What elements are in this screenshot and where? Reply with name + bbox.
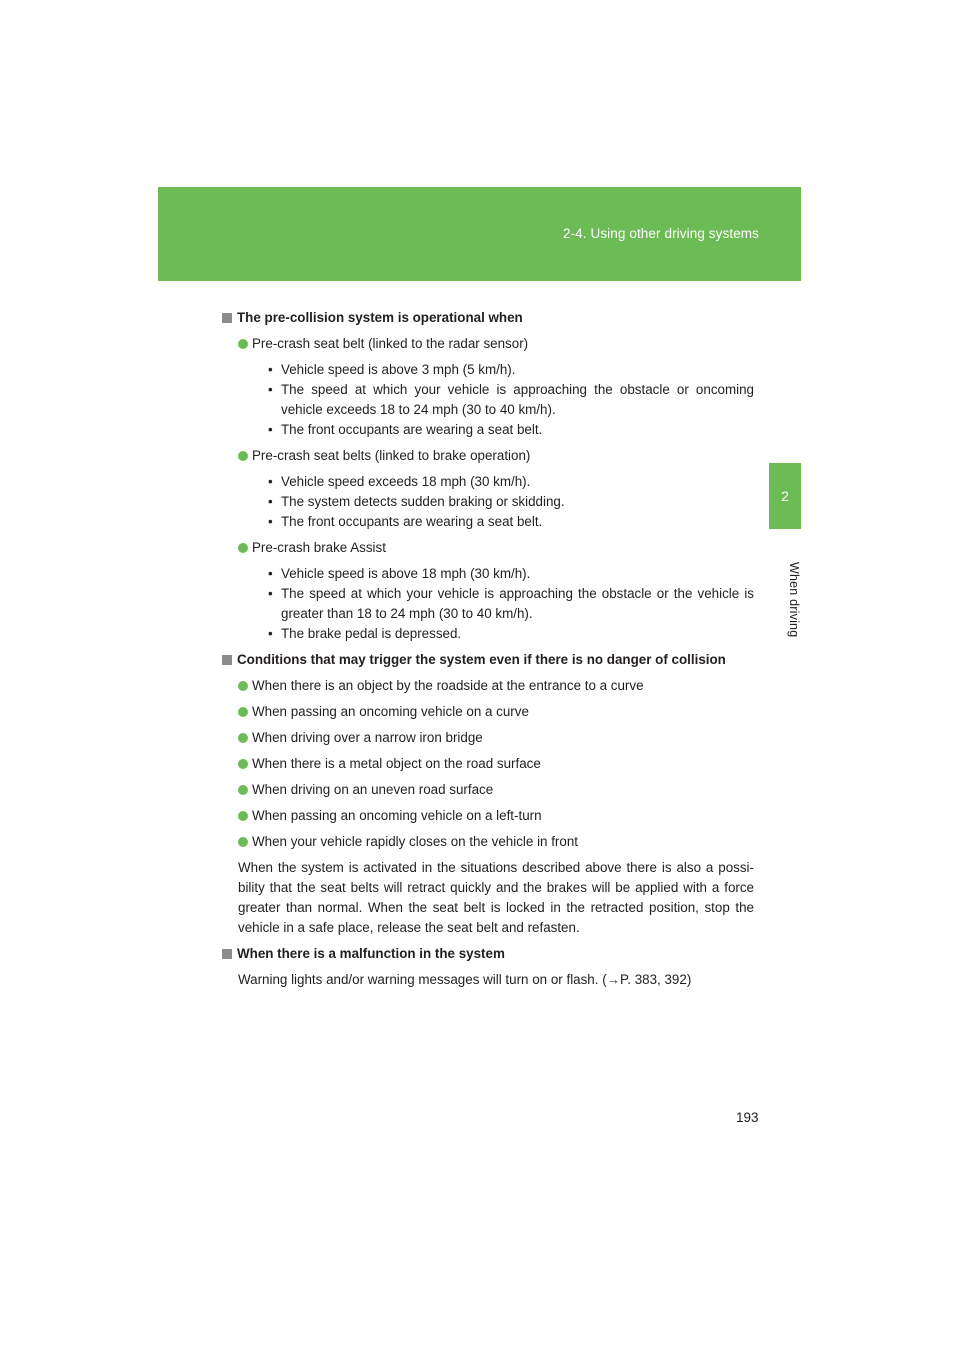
bullet-seatbelt-radar: Pre-crash seat belt (linked to the radar sensor) • Vehicle speed is above 3 mph (5 km/h). • The speed at which your vehicle is approaching the obstacle or oncoming vehicle exceeds 18 to 24 mph (30 to 40 km/h). • The front occupants are wearing a seat belt. <box>238 334 754 440</box>
middle-dot-icon: • <box>268 586 273 601</box>
header-band <box>158 187 801 281</box>
middle-dot-icon: • <box>268 422 273 437</box>
round-bullet-icon <box>238 543 248 553</box>
bullet-brake-assist: Pre-crash brake Assist • Vehicle speed is above 18 mph (30 km/h). • The speed at which your vehicle is approaching the obstacle or the vehicle is greater than 18 to 24 mph (30 to 40 km/h). • The brake pedal is depressed. <box>238 538 754 644</box>
sublist <box>238 360 754 440</box>
condition-item: When driving on an uneven road surface <box>238 780 754 800</box>
square-bullet-icon <box>222 655 232 665</box>
chapter-number: 2 <box>781 488 789 504</box>
list-item: • The speed at which your vehicle is approaching the obstacle or oncoming vehicle exceeds 18 to 24 mph (30 to 40 km/h). <box>268 382 754 417</box>
round-bullet-icon <box>238 733 248 743</box>
list-item: • Vehicle speed is above 3 mph (5 km/h). <box>266 360 754 380</box>
round-bullet-icon <box>238 785 248 795</box>
condition-item: When there is a metal object on the road surface <box>238 754 754 774</box>
heading-conditions: Conditions that may trigger the system even if there is no danger of collision <box>222 650 754 670</box>
list-item: • The front occupants are wearing a seat belt. <box>266 512 754 532</box>
middle-dot-icon: • <box>268 514 273 529</box>
round-bullet-icon <box>238 451 248 461</box>
middle-dot-icon: • <box>268 474 273 489</box>
round-bullet-icon <box>238 339 248 349</box>
main-content <box>222 308 754 996</box>
list-item: • The system detects sudden braking or skidding. <box>266 492 754 512</box>
round-bullet-icon <box>238 811 248 821</box>
bullet-seatbelt-brake: Pre-crash seat belts (linked to brake operation) • Vehicle speed exceeds 18 mph (30 km/h). • The system detects sudden braking or skidding. • The front occupants are wearing a seat belt. <box>238 446 754 532</box>
chapter-tab <box>769 463 801 529</box>
heading-malfunction: When there is a malfunction in the system <box>222 944 754 964</box>
condition-item: When your vehicle rapidly closes on the vehicle in front <box>238 832 754 852</box>
square-bullet-icon <box>222 949 232 959</box>
condition-item: When driving over a narrow iron bridge <box>238 728 754 748</box>
round-bullet-icon <box>238 837 248 847</box>
section-title: 2-4. Using other driving systems <box>562 226 759 241</box>
round-bullet-icon <box>238 681 248 691</box>
conditions-paragraph: When the system is activated in the situations described above there is also a possi-bility that the seat belts will retract quickly and the brakes will be applied with a force greater than normal. When the seat belt is locked in the retracted position, stop the vehicle in a safe place, release the seat belt and refasten. <box>238 860 754 935</box>
condition-item: When there is an object by the roadside at the entrance to a curve <box>238 676 754 696</box>
list-item: • Vehicle speed is above 18 mph (30 km/h). <box>266 564 754 584</box>
round-bullet-icon <box>238 707 248 717</box>
square-bullet-icon <box>222 313 232 323</box>
middle-dot-icon: • <box>268 626 273 641</box>
sublist <box>238 472 754 532</box>
list-item: • The speed at which your vehicle is approaching the obstacle or the vehicle is greater than 18 to 24 mph (30 to 40 km/h). <box>268 586 754 621</box>
round-bullet-icon <box>238 759 248 769</box>
middle-dot-icon: • <box>268 382 273 397</box>
chapter-label-text: When driving <box>787 562 801 638</box>
condition-item: When passing an oncoming vehicle on a curve <box>238 702 754 722</box>
list-item: • Vehicle speed exceeds 18 mph (30 km/h). <box>266 472 754 492</box>
sublist <box>238 564 754 644</box>
condition-item: When passing an oncoming vehicle on a left-turn <box>238 806 754 826</box>
middle-dot-icon: • <box>268 566 273 581</box>
heading-operational: The pre-collision system is operational when <box>222 308 754 328</box>
chapter-label <box>769 540 801 660</box>
list-item: • The front occupants are wearing a seat belt. <box>266 420 754 440</box>
malfunction-text: Warning lights and/or warning messages will turn on or flash. (→P. 383, 392) <box>238 972 692 987</box>
middle-dot-icon: • <box>268 494 273 509</box>
list-item: • The brake pedal is depressed. <box>266 624 754 644</box>
page-number: 193 <box>736 1110 759 1125</box>
middle-dot-icon: • <box>268 362 273 377</box>
